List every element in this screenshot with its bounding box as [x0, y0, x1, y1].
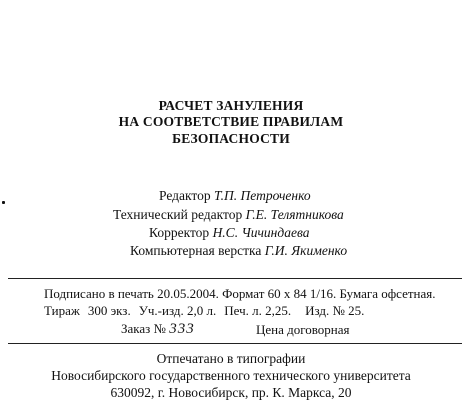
- title-line-2: НА СООТВЕТСТВИЕ ПРАВИЛАМ: [118, 114, 344, 129]
- divider-bottom: [8, 343, 462, 344]
- credit-role: Компьютерная верстка: [130, 243, 262, 258]
- order-line: [121, 321, 195, 338]
- credit-role: Корректор: [149, 225, 210, 240]
- izd-number: Изд. № 25.: [305, 303, 365, 318]
- order-label: Заказ №: [121, 321, 166, 336]
- title-line-1: РАСЧЕТ ЗАНУЛЕНИЯ: [158, 98, 304, 113]
- credit-name: Г.Е. Телятникова: [245, 207, 344, 222]
- credit-tech-editor: [113, 207, 344, 223]
- credit-name: Г.И. Якименко: [264, 243, 348, 258]
- run-value: 300 экз.: [87, 303, 131, 318]
- imprint-signed: Подписано в печать 20.05.2004. Формат 60 х 84 1/16. Бумага офсетная.: [44, 286, 436, 301]
- izd-value: 2,0 л.: [186, 303, 217, 318]
- printer-line-2: Новосибирского государственного технического университета: [51, 368, 411, 383]
- order-number-handwritten: 333: [169, 321, 195, 337]
- printer-line-1: Отпечатано в типографии: [156, 351, 306, 366]
- credit-corrector: [149, 225, 309, 241]
- credit-role: Редактор: [159, 188, 211, 203]
- credit-name: Н.С. Чичиндаева: [212, 225, 310, 240]
- run-label: Тираж: [44, 303, 80, 318]
- pech-value: 2,25.: [265, 303, 292, 318]
- stray-mark: [2, 201, 5, 204]
- credit-role: Технический редактор: [113, 207, 243, 222]
- divider-top: [8, 278, 462, 279]
- credit-name: Т.П. Петроченко: [213, 188, 311, 203]
- credit-layout: [130, 243, 347, 259]
- price-text: Цена договорная: [256, 322, 350, 337]
- credit-editor: [159, 188, 311, 204]
- izd-label: Уч.-изд.: [138, 303, 184, 318]
- title-line-3: БЕЗОПАСНОСТИ: [172, 131, 290, 146]
- pech-label: Печ. л.: [224, 303, 262, 318]
- printer-line-3: 630092, г. Новосибирск, пр. К. Маркса, 20: [110, 385, 352, 400]
- imprint-run-line: [44, 303, 364, 319]
